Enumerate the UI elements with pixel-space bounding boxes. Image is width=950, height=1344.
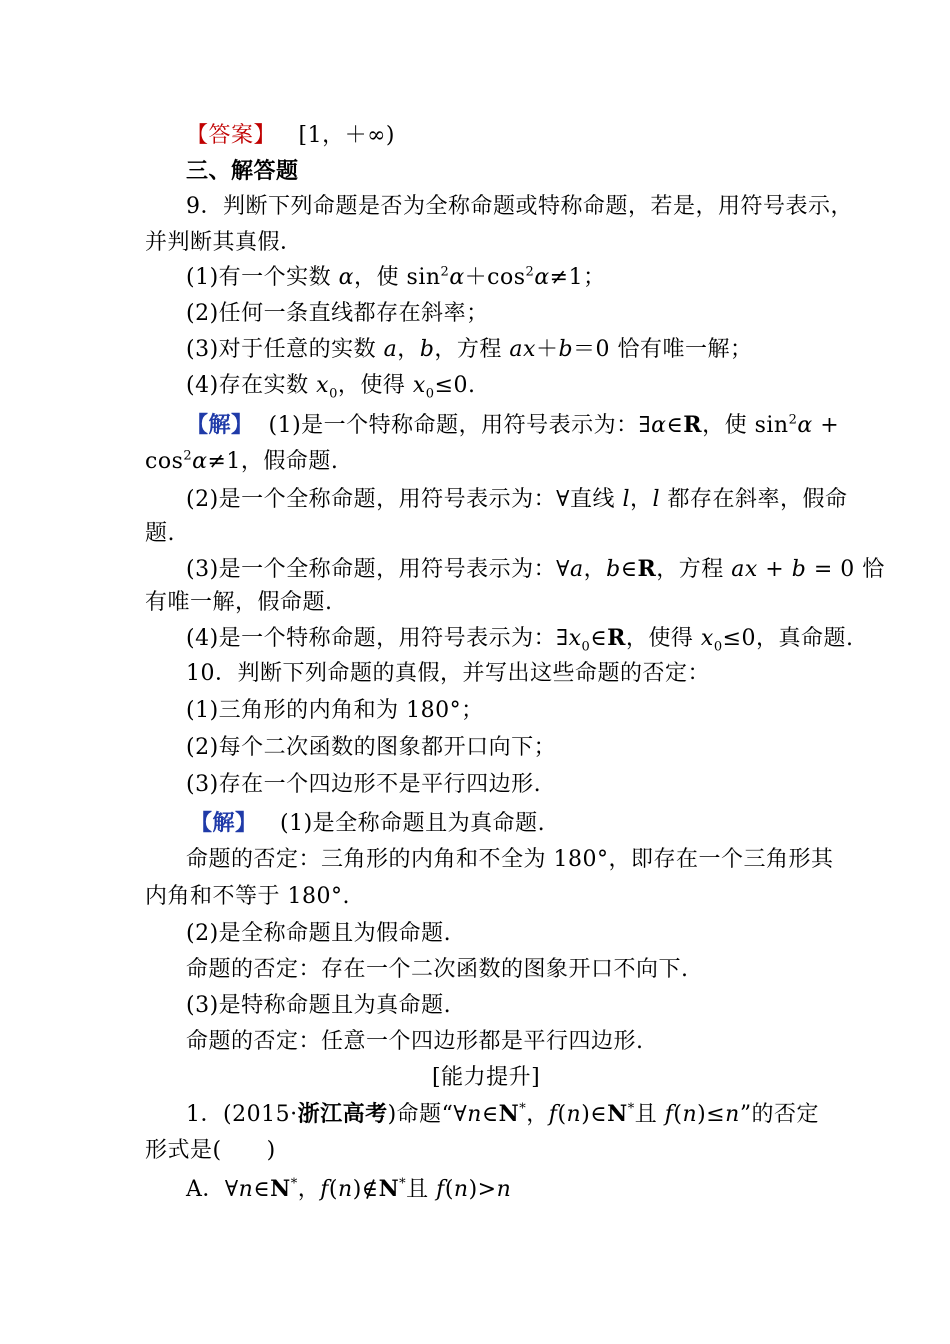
section-title: 三、解答题 — [186, 158, 299, 184]
q1-line1: 1．(2015·浙江高考)命题“∀n∈N*，f(n)∈N*且 f(n)≤n”的否定 — [186, 1101, 820, 1127]
q10-item-1: (1)三角形的内角和为 180°； — [186, 698, 484, 723]
solution-tag: 【解】 — [190, 810, 258, 836]
q10-item-2: (2)每个二次函数的图象都开口向下； — [186, 735, 557, 760]
q10-line1: 10．判断下列命题的真假，并写出这些命题的否定： — [186, 661, 710, 686]
sol10-negation1-line2: 内角和不等于 180°. — [145, 884, 350, 909]
sol9-part3-line2: 有唯一解，假命题. — [145, 590, 333, 615]
ability-title: [能力提升] — [432, 1065, 541, 1090]
answer-line — [186, 121, 395, 151]
answer-value: [1，＋∞) — [298, 123, 395, 148]
q1-line2: 形式是( ) — [145, 1138, 276, 1163]
sol9-part1-line1: 【解】 (1)是一个特称命题，用符号表示为：∃α∈R，使 $\sin^2\alpha$ + — [186, 412, 840, 438]
sol10-part1: 【解】 (1)是全称命题且为真命题. — [190, 810, 546, 836]
q9-item-4: (4)存在实数 $x_0$，使得 $x_0\le 0$. — [186, 373, 476, 402]
q9-item-1: (1)有一个实数 α，使 $\sin^2\alpha+\cos^2\alpha\ne 1$； — [186, 264, 606, 290]
q9-item-3: (3)对于任意的实数 a，b，方程 ax＋b＝0 恰有唯一解； — [186, 337, 753, 362]
q10-item-3: (3)存在一个四边形不是平行四边形. — [186, 772, 542, 797]
sol10-negation2: 命题的否定：存在一个二次函数的图象开口不向下. — [186, 957, 689, 982]
solution-tag: 【解】 — [186, 412, 254, 438]
sol9-part2-line2: 题. — [145, 521, 175, 546]
sol10-negation3: 命题的否定：任意一个四边形都是平行四边形. — [186, 1029, 644, 1054]
sol10-part2: (2)是全称命题且为假命题. — [186, 921, 452, 946]
q9-line1: 9．判断下列命题是否为全称命题或特称命题，若是，用符号表示， — [186, 194, 853, 219]
q9-item-2: (2)任何一条直线都存在斜率； — [186, 301, 489, 326]
q9-line2: 并判断其真假． — [145, 230, 303, 255]
sol9-part3-line1: (3)是一个全称命题，用符号表示为：∀a，b∈R，方程 ax + b = 0 恰 — [186, 556, 885, 582]
q1-option-a: A．∀n∈N*，f(n)∉N*且 f(n)>n — [186, 1176, 512, 1202]
sol10-part3: (3)是特称命题且为真命题. — [186, 993, 452, 1018]
sol10-negation1-line1: 命题的否定：三角形的内角和不全为 180°，即存在一个三角形其 — [186, 847, 834, 872]
sol9-part1-line2: $\cos^2\alpha\ne 1$，假命题. — [145, 448, 339, 474]
sol9-part2-line1: (2)是一个全称命题，用符号表示为：∀直线 l，l 都存在斜率，假命 — [186, 487, 848, 512]
sol9-part4: (4)是一个特称命题，用符号表示为：$\exists x_0\in R$，使得 $x_0\le 0$，真命题. — [186, 625, 854, 655]
answer-tag: 【答案】 — [186, 123, 277, 148]
